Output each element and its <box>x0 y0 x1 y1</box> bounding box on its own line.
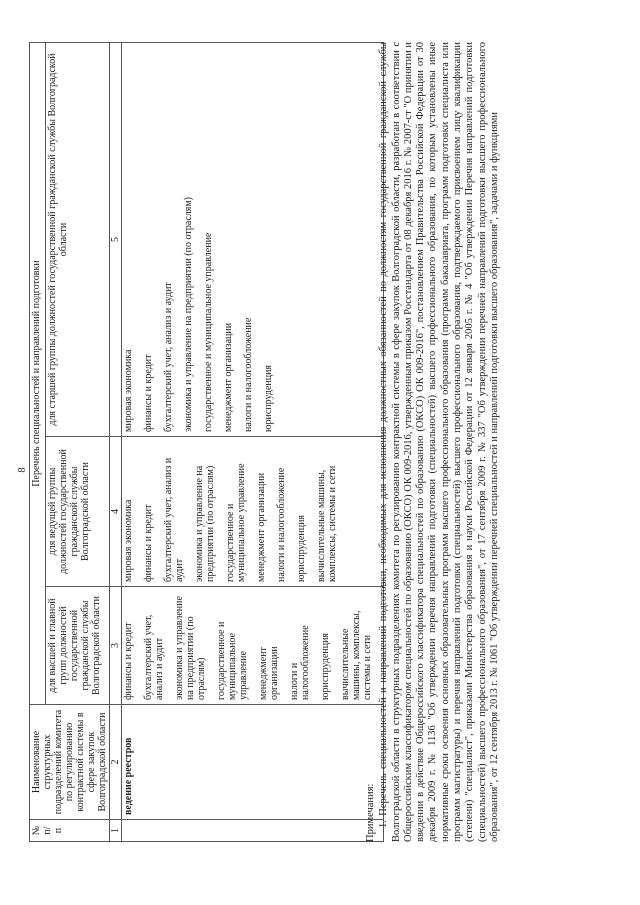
list-item: юриспруденция <box>320 632 331 700</box>
notes-section <box>365 42 501 842</box>
list-item: мировая экономика <box>123 349 134 432</box>
header-row <box>30 43 46 842</box>
specialties-table <box>29 42 384 842</box>
row-name: ведение реестров <box>122 705 384 820</box>
notes-heading: Примечания: <box>365 783 376 842</box>
header-lead-group: для ведущей группы должностей государственной гражданской службы Волгоградской области <box>45 437 109 587</box>
list-item: менеджмент организации <box>256 472 267 582</box>
header-num: № п/п <box>30 820 110 842</box>
col-number: 4 <box>110 437 122 587</box>
row-lead-list <box>122 437 384 587</box>
col-number: 2 <box>110 705 122 820</box>
column-numbers-row <box>110 43 122 842</box>
list-item: бухгалтерский учет, анализ и аудит <box>163 457 185 582</box>
col-number: 3 <box>110 587 122 705</box>
list-item: экономика и управление на предприятии (по отраслям) <box>174 596 207 700</box>
page-number: 8 <box>17 467 28 473</box>
col-number: 1 <box>110 820 122 842</box>
list-item: юриспруденция <box>263 364 274 432</box>
row-top-list <box>122 587 384 705</box>
row-num <box>122 820 384 842</box>
list-item: финансы и кредит <box>143 504 154 582</box>
list-item: экономика и управление на предприятии (по отраслям) <box>194 465 216 582</box>
header-top-group: для высшей и главной групп должностей государственной гражданской службы Волгоградской области <box>45 587 109 705</box>
list-item: экономика и управление на предприятии (по отраслям) <box>183 196 194 432</box>
list-item: финансы и кредит <box>143 354 154 432</box>
list-item: мировая экономика <box>123 499 134 582</box>
list-item: налоги и налогообложение <box>276 467 287 582</box>
header-senior-group: для старшей группы должностей государственной гражданской службы Волгоградской области <box>45 43 109 437</box>
list-item: государственное и муниципальное управление <box>216 621 249 700</box>
notes-text: 1. Перечень специальностей и направлений подготовки, необходимых для исполнения должностных обязанностей по должностям государственной гражданской службы Волгоградской области в структурных подразделениях комитета по регулированию контрактной системы в сфере закупок Волгоградской области, разработан в соответствии с Общероссийским классификатором специальностей по образованию (ОКСО) ОК 009-2016, утвержденным приказом Росстандарта от 08 декабря 2016 г. № 2007-ст "О принятии и введении в действие Общероссийского классификатора специальностей по образованию (ОКСО) ОК 009-2016", постановлением Правительства Российской Федерации от 30 декабря 2009 г. № 1136 "Об утверждении перечня направлений подготовки (специальностей) высшего профессионального образования, по которым установлены иные нормативные сроки освоения основных образовательных программ высшего профессионального образования (программ бакалавриата, программ подготовки специалиста или программ магистратуры) и перечня направлений подготовки (специальностей) высшего профессионального образования, подтверждаемого присвоением лицу квалификации (степени) "специалист", приказами Министерства образования и науки Российской Федерации от 12 января 2005 г. № 4 "Об утверждении Перечня направлений подготовки (специальностей) высшего профессионального образования", от 17 сентября 2009 г. № 337 "Об утверждении перечней направлений подготовки высшего профессионального образования", от 12 сентября 2013 г. № 1061 "Об утверждении перечней специальностей и направлений подготовки высшего образования", задачами и функциями <box>378 42 500 842</box>
list-item: государственное и муниципальное управление <box>203 232 214 432</box>
header-name: Наименование структурных подразделений комитета по регулированию контрактной системы в сфере закупок Волгоградской области <box>30 705 110 820</box>
list-item: финансы и кредит <box>123 622 134 700</box>
list-item: вычислительные машины, комплексы, системы и сети <box>316 465 338 582</box>
table-row <box>122 43 384 842</box>
header-spec: Перечень специальностей и направлений подготовки <box>30 43 46 705</box>
list-item: бухгалтерский учет, анализ и аудит <box>163 282 174 432</box>
list-item: менеджмент организации <box>258 646 280 700</box>
list-item: государственное и муниципальное управление <box>225 463 247 582</box>
list-item: бухгалтерский учет, анализ и аудит <box>143 614 165 700</box>
list-item: юриспруденция <box>296 514 307 582</box>
col-number: 5 <box>110 43 122 437</box>
rotated-page <box>15 20 625 880</box>
list-item: вычислительные машины, комплексы, системы и сети <box>340 610 373 700</box>
list-item: налоги и налогообложение <box>289 625 311 700</box>
row-senior-list <box>122 43 384 437</box>
list-item: менеджмент организации <box>223 322 234 432</box>
list-item: налоги и налогообложение <box>243 317 254 432</box>
